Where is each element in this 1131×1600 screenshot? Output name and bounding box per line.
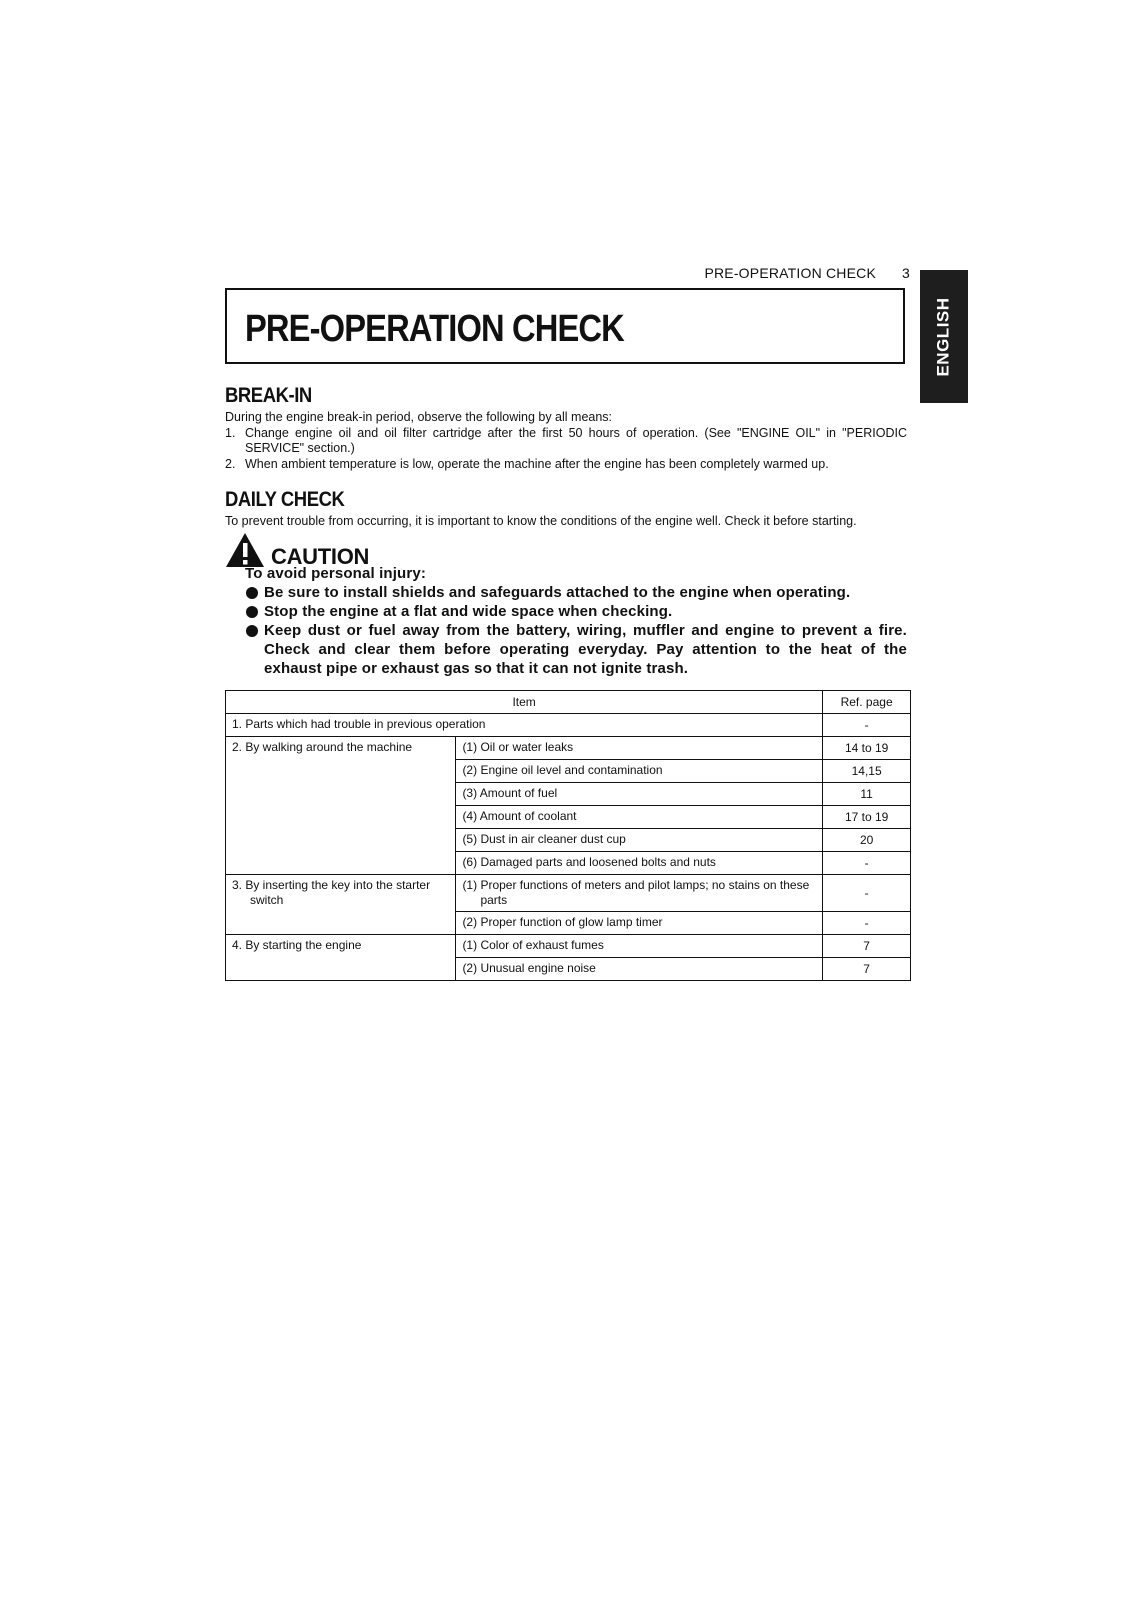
list-item — [245, 621, 907, 678]
table-group-label-text: 3. By inserting the key into the starter switch — [232, 878, 431, 907]
list-item-number: 1. — [225, 425, 236, 440]
page-number: 3 — [902, 265, 910, 281]
header-section-title: PRE-OPERATION CHECK — [704, 265, 876, 281]
caution-label: CAUTION — [271, 544, 370, 569]
list-item — [245, 583, 907, 602]
table-cell-item: (2) Engine oil level and contamination — [456, 760, 823, 783]
list-item — [225, 457, 907, 473]
header-ref-page: Ref. page — [823, 691, 911, 714]
list-item-text: When ambient temperature is low, operate the machine after the engine has been completely warmed up. — [245, 456, 829, 471]
warning-triangle-icon — [225, 532, 265, 568]
break-in-heading: BREAK-IN — [225, 384, 312, 407]
table-cell-ref: 11 — [823, 783, 911, 806]
table-cell-item: (2) Proper function of glow lamp timer — [456, 912, 823, 935]
table-row — [226, 875, 911, 912]
table-cell-item: 1. Parts which had trouble in previous operation — [226, 714, 823, 737]
list-item-number: 2. — [225, 456, 236, 471]
bullet-icon — [246, 587, 258, 599]
daily-check-heading: DAILY CHECK — [225, 488, 345, 511]
table-cell-item: (2) Unusual engine noise — [456, 958, 823, 981]
break-in-body — [225, 410, 907, 472]
page-title: PRE-OPERATION CHECK — [245, 308, 624, 350]
table-cell-item-text: (1) Proper functions of meters and pilot lamps; no stains on these parts — [462, 878, 810, 907]
table-cell-ref: 7 — [823, 935, 911, 958]
bullet-text: Be sure to install shields and safeguards attached to the engine when operating. — [264, 584, 851, 601]
break-in-intro: During the engine break-in period, observe the following by all means: — [225, 410, 613, 424]
table-group-label: 4. By starting the engine — [226, 935, 456, 981]
bullet-icon — [246, 606, 258, 618]
table-row — [226, 714, 911, 737]
table-cell-item: (1) Color of exhaust fumes — [456, 935, 823, 958]
bullet-text: Keep dust or fuel away from the battery, wiring, muffler and engine to prevent a fire. Check and clear them before operating everyday. Pay attention to the heat of the exhaust pipe or exhaust gas so that it can not ignite trash. — [264, 622, 907, 677]
break-in-list — [225, 426, 907, 473]
table-cell-ref: - — [823, 852, 911, 875]
table-row — [226, 737, 911, 760]
table-cell-item: (5) Dust in air cleaner dust cup — [456, 829, 823, 852]
table-cell-ref: 17 to 19 — [823, 806, 911, 829]
caution-header — [225, 532, 369, 568]
header-item: Item — [226, 691, 823, 714]
language-tab-label: ENGLISH — [934, 296, 953, 377]
running-header — [600, 265, 910, 281]
caution-lead: To avoid personal injury: — [245, 565, 426, 582]
table-cell-item: (4) Amount of coolant — [456, 806, 823, 829]
list-item — [225, 426, 907, 457]
table-cell-ref: 20 — [823, 829, 911, 852]
table-cell-ref: - — [823, 912, 911, 935]
bullet-icon — [246, 625, 258, 637]
table-cell-ref: - — [823, 714, 911, 737]
table-group-label — [226, 875, 456, 935]
daily-check-intro: To prevent trouble from occurring, it is important to know the conditions of the engine well. Check it before starting. — [225, 514, 857, 528]
table-cell-item: (6) Damaged parts and loosened bolts and nuts — [456, 852, 823, 875]
table-cell-item: (1) Oil or water leaks — [456, 737, 823, 760]
table-cell-item: (3) Amount of fuel — [456, 783, 823, 806]
language-tab — [920, 270, 968, 403]
table-row — [226, 935, 911, 958]
table-cell-ref: 14,15 — [823, 760, 911, 783]
bullet-text: Stop the engine at a flat and wide space when checking. — [264, 603, 673, 620]
table-cell-ref: 14 to 19 — [823, 737, 911, 760]
caution-bullets — [245, 583, 907, 678]
list-item-text: Change engine oil and oil filter cartridge after the first 50 hours of operation. (See "ENGINE OIL" in "PERIODIC SERVICE" section.) — [245, 425, 907, 455]
table-group-label: 2. By walking around the machine — [226, 737, 456, 875]
title-box — [225, 288, 905, 364]
table-cell-item — [456, 875, 823, 912]
table-cell-ref: - — [823, 875, 911, 912]
table-cell-ref: 7 — [823, 958, 911, 981]
table-header-row — [226, 691, 911, 714]
daily-check-table — [225, 690, 911, 981]
caution-body — [245, 564, 907, 678]
list-item — [245, 602, 907, 621]
